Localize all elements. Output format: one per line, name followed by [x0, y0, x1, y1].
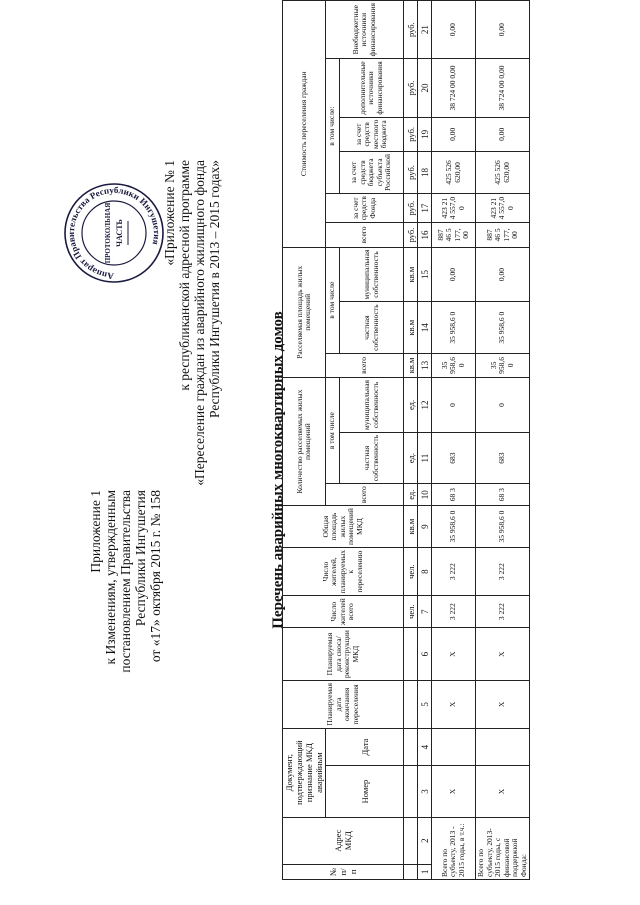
unit-cell: чел. — [404, 596, 418, 628]
unit-cell: ед. — [404, 484, 418, 506]
stamp-outer-text: Аппарат Правительства Республики Ингушетия — [65, 184, 163, 282]
cell: 0 — [476, 378, 530, 433]
header-residents-total: Число жителей всего — [283, 596, 404, 628]
header-address: Адрес МКД — [283, 817, 404, 864]
colnum-cell: 3 — [418, 766, 432, 817]
annex-block — [162, 160, 222, 680]
header-count-muni: муниципальная собственность — [340, 378, 404, 433]
annex-line: «Переселение граждан из аварийного жилищного фонда — [192, 160, 207, 486]
header-cost-total: всего — [326, 223, 404, 247]
cell — [432, 728, 476, 766]
colnum-cell: 12 — [418, 378, 432, 433]
stamp-center-line1: ПРОТОКОЛЬНАЯ — [104, 202, 112, 264]
colnum-cell: 10 — [418, 484, 432, 506]
cell: 3 222 — [476, 547, 530, 595]
approval-block — [88, 490, 163, 810]
colnum-cell: 5 — [418, 681, 432, 729]
colnum-cell: 1 — [418, 864, 432, 879]
cell: 0,00 — [476, 247, 530, 302]
cell: X — [476, 681, 530, 729]
table-row — [432, 1, 476, 880]
header-area-total: Общая площадь жилых помещений МКД — [283, 506, 404, 548]
unit-cell: руб. — [404, 59, 418, 117]
colnum-cell: 7 — [418, 596, 432, 628]
header-planned-demolish: Планируемая дата сноса/ реконструкции МКД — [283, 628, 404, 681]
header-area-private: частная собственность — [340, 302, 404, 353]
cell: 35 958,6 0 — [432, 506, 476, 548]
header-num: № п/п — [283, 864, 404, 879]
cell: 423 21 4 557,0 0 — [476, 193, 530, 222]
unit-cell: руб. — [404, 117, 418, 151]
cell: 887 46 5 177, 00 — [432, 223, 476, 247]
cell: 38 724 00 0,00 — [432, 59, 476, 117]
unit-cell: ед. — [404, 378, 418, 433]
header-planned-resettle: Планируемая дата окончания переселения — [283, 681, 404, 729]
header-area-muni: муниципальная собственность — [340, 247, 404, 302]
header-cost-local: за счет средств местного бюджета — [340, 117, 404, 151]
cell: 3 222 — [476, 596, 530, 628]
annex-line: к республиканской адресной программе — [177, 160, 192, 391]
annex-line: «Приложение № 1 — [162, 160, 177, 266]
cell: 0 — [432, 378, 476, 433]
cell: X — [432, 766, 476, 817]
cell: 0,00 — [432, 247, 476, 302]
colnum-cell: 16 — [418, 223, 432, 247]
cell: 683 — [476, 432, 530, 483]
header-count: Количество расселяемых жилых помещений — [283, 378, 326, 506]
cell: 3 222 — [432, 547, 476, 595]
unit-cell: кв.м — [404, 247, 418, 302]
seal-stamp — [62, 181, 166, 285]
cell: 683 — [432, 432, 476, 483]
unit-cell: кв.м — [404, 506, 418, 548]
cell: 425 526 620,00 — [476, 151, 530, 193]
cell: 35 958,6 0 — [476, 506, 530, 548]
cell: X — [476, 766, 530, 817]
unit-cell: ед. — [404, 432, 418, 483]
approval-line: к Изменениям, утвержденным — [103, 490, 118, 665]
cell: 35 958,6 0 — [476, 302, 530, 353]
colnum-cell: 11 — [418, 432, 432, 483]
cell: 0,00 — [476, 1, 530, 59]
stamp-center-line2: ЧАСТЬ — [115, 219, 124, 247]
unit-cell: чел. — [404, 547, 418, 595]
cell: X — [432, 681, 476, 729]
colnum-cell: 2 — [418, 817, 432, 864]
approval-line: постановлением Правительства — [118, 490, 133, 673]
document-title: Перечень аварийных многоквартирных домов — [270, 311, 286, 629]
column-numbers-row — [418, 1, 432, 880]
colnum-cell: 20 — [418, 59, 432, 117]
cell: 887 46 5 177, 00 — [476, 223, 530, 247]
cell: 38 724 00 0,00 — [476, 59, 530, 117]
header-area-res-incl: в том числе — [326, 247, 340, 353]
cell: X — [432, 628, 476, 681]
row-label: Всего по субъекту, 2013-2015 годы, с финансовой поддержкой Фонда: — [476, 817, 530, 879]
header-cost-outbudget: Внебюджетные источники финансирования — [326, 1, 404, 59]
unit-cell: руб. — [404, 151, 418, 193]
header-cost-extra: дополнительные источники финансирования — [340, 59, 404, 117]
unit-cell: руб. — [404, 193, 418, 222]
colnum-cell: 18 — [418, 151, 432, 193]
units-row — [404, 1, 418, 880]
cell — [476, 728, 530, 766]
header-count-private: частная собственность — [340, 432, 404, 483]
unit-cell: руб. — [404, 1, 418, 59]
unit-cell: кв.м — [404, 302, 418, 353]
colnum-cell: 9 — [418, 506, 432, 548]
approval-line: от «17» октября 2015 г. № 158 — [148, 490, 163, 663]
unit-cell: руб. — [404, 223, 418, 247]
colnum-cell: 13 — [418, 353, 432, 377]
cell: 0,00 — [476, 117, 530, 151]
cell: 0,00 — [432, 117, 476, 151]
header-cost-subject: за счет средств бюджета субъекта Российской — [340, 151, 404, 193]
cell: X — [476, 628, 530, 681]
colnum-cell: 8 — [418, 547, 432, 595]
header-area-res-total: всего — [326, 353, 404, 377]
colnum-cell: 21 — [418, 1, 432, 59]
header-doc-number: Номер — [326, 766, 404, 817]
cell: 68 3 — [432, 484, 476, 506]
colnum-cell: 14 — [418, 302, 432, 353]
cell: 423 21 4 557,0 0 — [432, 193, 476, 222]
header-residents-planned: Число жителей, планируемых к переселению — [283, 547, 404, 595]
header-count-incl: в том числе — [326, 378, 340, 484]
header-cost: Стоимость переселения граждан — [283, 1, 326, 248]
header-area-resettled: Расселяемая площадь жилых помещений — [283, 247, 326, 377]
buildings-table — [282, 0, 530, 880]
approval-line: Республики Ингушетия — [133, 490, 148, 627]
cell: 0,00 — [432, 1, 476, 59]
unit-cell: кв.м — [404, 353, 418, 377]
header-cost-fund: за счет средств Фонда — [326, 193, 404, 222]
colnum-cell: 17 — [418, 193, 432, 222]
cell: 68 3 — [476, 484, 530, 506]
colnum-cell: 19 — [418, 117, 432, 151]
cell: 3 222 — [432, 596, 476, 628]
table-row — [476, 1, 530, 880]
header-count-total: всего — [326, 484, 404, 506]
cell: 35 958,6 0 — [432, 353, 476, 377]
header-doc-date: Дата — [326, 728, 404, 766]
cell: 35 958,6 0 — [476, 353, 530, 377]
approval-line: Приложение 1 — [88, 490, 103, 573]
svg-text:Аппарат Правительства Республи — [66, 185, 162, 281]
annex-line: Республики Ингушетия в 2013 – 2015 годах» — [207, 160, 222, 419]
colnum-cell: 6 — [418, 628, 432, 681]
colnum-cell: 4 — [418, 728, 432, 766]
header-document: Документ, подтверждающий признание МКД аварийным — [283, 728, 326, 817]
colnum-cell: 15 — [418, 247, 432, 302]
header-cost-incl: в том числе: — [326, 59, 340, 194]
cell: 425 526 620,00 — [432, 151, 476, 193]
cell: 35 958,6 0 — [432, 302, 476, 353]
row-label: Всего по субъекту, 2013 - 2015 годы, в т.ч.: — [432, 817, 476, 879]
